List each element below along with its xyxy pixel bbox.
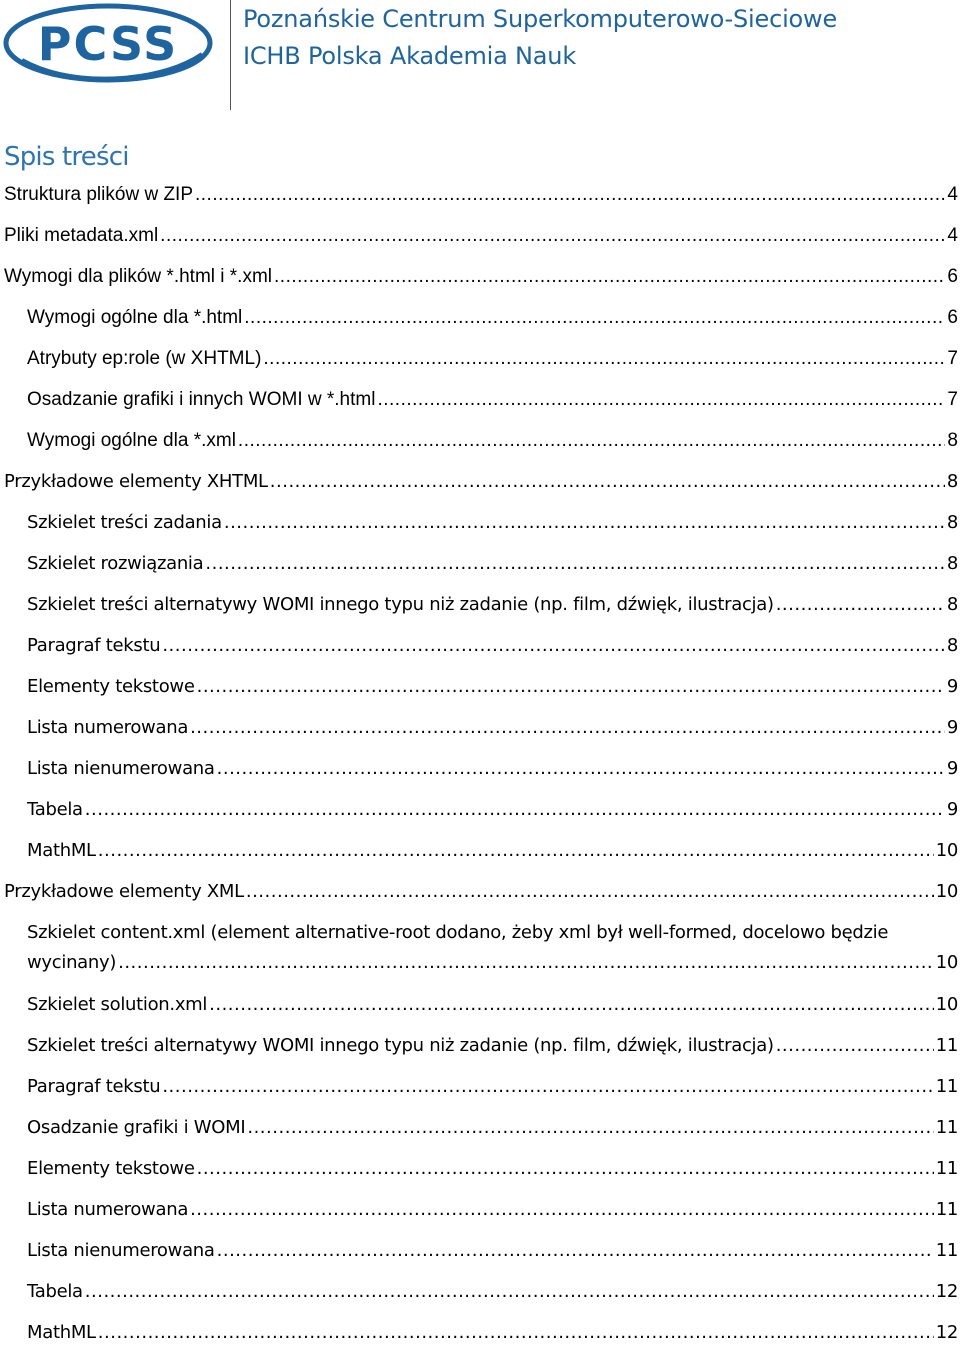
- toc-dot-leader: [274, 262, 945, 292]
- toc-entry[interactable]: [27, 303, 960, 333]
- toc-dot-leader: [190, 1195, 934, 1225]
- toc-page-number: 4: [947, 184, 958, 205]
- toc-dot-leader: [160, 221, 945, 251]
- toc-page-number: 11: [935, 1117, 958, 1138]
- toc-dot-leader: [162, 631, 945, 661]
- toc-entry-text: Osadzanie grafiki i innych WOMI w *.html: [27, 389, 376, 410]
- toc-entry[interactable]: [27, 918, 960, 978]
- toc-entry-text: Pliki metadata.xml: [4, 225, 159, 246]
- page-header: [0, 0, 960, 112]
- org-name-line1: Poznańskie Centrum Superkomputerowo-Sieciowe: [243, 5, 838, 33]
- toc-page-number: 10: [935, 952, 958, 973]
- toc-dot-leader: [244, 303, 945, 333]
- toc-entry-text: Elementy tekstowe: [27, 676, 195, 697]
- toc-entry-text: Wymogi dla plików *.html i *.xml: [4, 266, 273, 287]
- toc-page-number: 7: [947, 389, 958, 410]
- toc-entry-text: Wymogi ogólne dla *.xml: [27, 430, 236, 451]
- toc-dot-leader: [85, 1277, 934, 1307]
- toc-dot-leader: [205, 549, 944, 579]
- toc-entry[interactable]: [27, 990, 960, 1020]
- toc-dot-leader: [263, 344, 945, 374]
- toc-entry-text: Szkielet rozwiązania: [27, 553, 204, 574]
- toc-entry-text: Lista numerowana: [27, 717, 189, 738]
- toc-page-number: 11: [935, 1158, 958, 1179]
- toc-entry-text: Przykładowe elementy XHTML: [4, 471, 268, 492]
- toc-entry-text: Szkielet treści alternatywy WOMI innego typu niż zadanie (np. film, dźwięk, ilustracja): [27, 594, 774, 615]
- toc-dot-leader: [209, 990, 934, 1020]
- toc-dot-leader: [224, 508, 945, 538]
- toc-page-number: 8: [946, 553, 958, 574]
- toc-entry-text: Szkielet treści zadania: [27, 512, 222, 533]
- toc-dot-leader: [238, 426, 946, 456]
- toc-entry-text-continued: [27, 948, 960, 978]
- toc-page-number: 12: [935, 1322, 958, 1343]
- toc-entry[interactable]: [27, 836, 960, 866]
- toc-entry[interactable]: [27, 1031, 960, 1061]
- toc-title: Spis treści: [4, 142, 129, 172]
- toc-entry[interactable]: [4, 221, 960, 251]
- toc-entry[interactable]: [27, 1113, 960, 1143]
- toc-entry[interactable]: [27, 631, 960, 661]
- toc-entry-text: MathML: [27, 1322, 96, 1343]
- toc-page-number: 11: [935, 1240, 958, 1261]
- toc-entry-text: Osadzanie grafiki i WOMI: [27, 1117, 246, 1138]
- toc-entry-text: Paragraf tekstu: [27, 1076, 161, 1097]
- toc-dot-leader: [270, 467, 945, 497]
- toc-dot-leader: [217, 754, 945, 784]
- toc-entry[interactable]: [27, 672, 960, 702]
- toc-entry-text: Struktura plików w ZIP: [4, 184, 193, 205]
- toc-entry-text: Wymogi ogólne dla *.html: [27, 307, 243, 328]
- toc-entry[interactable]: [27, 1318, 960, 1348]
- toc-entry-text: Przykładowe elementy XML: [4, 881, 244, 902]
- toc-entry[interactable]: [27, 549, 960, 579]
- toc-page-number: 12: [935, 1281, 958, 1302]
- toc-dot-leader: [197, 1154, 934, 1184]
- logo-wordmark: PCSS: [37, 17, 179, 71]
- toc-entry[interactable]: [27, 385, 960, 415]
- toc-entry[interactable]: [27, 426, 960, 456]
- toc-page-number: 11: [935, 1199, 958, 1220]
- toc-entry[interactable]: [27, 1072, 960, 1102]
- toc-entry[interactable]: [27, 795, 960, 825]
- toc-entry[interactable]: [27, 590, 960, 620]
- toc-page-number: 9: [946, 799, 958, 820]
- toc-entry-text-continued-label: wycinany): [27, 952, 117, 973]
- toc-page-number: 10: [935, 994, 958, 1015]
- toc-page-number: 10: [935, 840, 958, 861]
- toc-page-number: 11: [935, 1076, 958, 1097]
- toc-entry-text: Szkielet treści alternatywy WOMI innego typu niż zadanie (np. film, dźwięk, ilustracja): [27, 1035, 774, 1056]
- toc-entry[interactable]: [27, 1154, 960, 1184]
- toc-dot-leader: [377, 385, 945, 415]
- toc-dot-leader: [195, 180, 945, 210]
- toc-entry-text: Atrybuty ep:role (w XHTML): [27, 348, 262, 369]
- toc-entry[interactable]: [4, 180, 960, 210]
- toc-dot-leader: [197, 672, 945, 702]
- toc-page-number: 11: [935, 1035, 958, 1056]
- toc-dot-leader: [98, 836, 934, 866]
- toc-entry[interactable]: [27, 344, 960, 374]
- toc-page-number: 9: [946, 717, 958, 738]
- toc-entry-text: Szkielet solution.xml: [27, 994, 208, 1015]
- toc-dot-leader: [98, 1318, 934, 1348]
- toc-dot-leader: [162, 1072, 933, 1102]
- toc-entry-text: MathML: [27, 840, 96, 861]
- toc-dot-leader: [776, 590, 945, 620]
- header-divider: [230, 0, 231, 110]
- toc-entry-text: Elementy tekstowe: [27, 1158, 195, 1179]
- toc-entry-text: Tabela: [27, 1281, 83, 1302]
- toc-entry[interactable]: [4, 467, 960, 497]
- toc-page-number: 10: [935, 881, 958, 902]
- toc-dot-leader: [85, 795, 945, 825]
- toc-entry-text: Lista nienumerowana: [27, 758, 215, 779]
- org-name-line2: ICHB Polska Akademia Nauk: [243, 42, 577, 70]
- toc-entry[interactable]: [4, 262, 960, 292]
- toc-dot-leader: [246, 877, 934, 907]
- toc-entry[interactable]: [27, 713, 960, 743]
- toc-page-number: 9: [946, 676, 958, 697]
- pcss-logo: [2, 2, 214, 84]
- toc-dot-leader: [247, 1113, 933, 1143]
- toc-dot-leader: [217, 1236, 934, 1266]
- toc-entry-text: Szkielet content.xml (element alternative-root dodano, żeby xml był well-formed, docelowo będzie: [27, 922, 889, 943]
- toc-page-number: 6: [947, 266, 958, 287]
- toc-page-number: 8: [946, 594, 958, 615]
- toc-page-number: 8: [947, 430, 958, 451]
- toc-entry[interactable]: [27, 508, 960, 538]
- toc-page-number: 4: [947, 225, 958, 246]
- toc-dot-leader: [118, 948, 934, 978]
- toc-page-number: 8: [946, 635, 958, 656]
- toc-page-number: 9: [946, 758, 958, 779]
- toc-entry-text: Paragraf tekstu: [27, 635, 161, 656]
- toc-dot-leader: [776, 1031, 934, 1061]
- toc-page-number: 7: [947, 348, 958, 369]
- toc-entry-text: Tabela: [27, 799, 83, 820]
- toc-entry[interactable]: [27, 1195, 960, 1225]
- toc-dot-leader: [190, 713, 945, 743]
- toc-page-number: 8: [946, 471, 958, 492]
- toc-page-number: 6: [947, 307, 958, 328]
- toc-entry-text: Lista nienumerowana: [27, 1240, 215, 1261]
- toc-entry[interactable]: [27, 1236, 960, 1266]
- toc-entry[interactable]: [27, 754, 960, 784]
- toc-entry[interactable]: [27, 1277, 960, 1307]
- toc-entry[interactable]: [4, 877, 960, 907]
- toc-entry-text: Lista numerowana: [27, 1199, 189, 1220]
- toc-page-number: 8: [946, 512, 958, 533]
